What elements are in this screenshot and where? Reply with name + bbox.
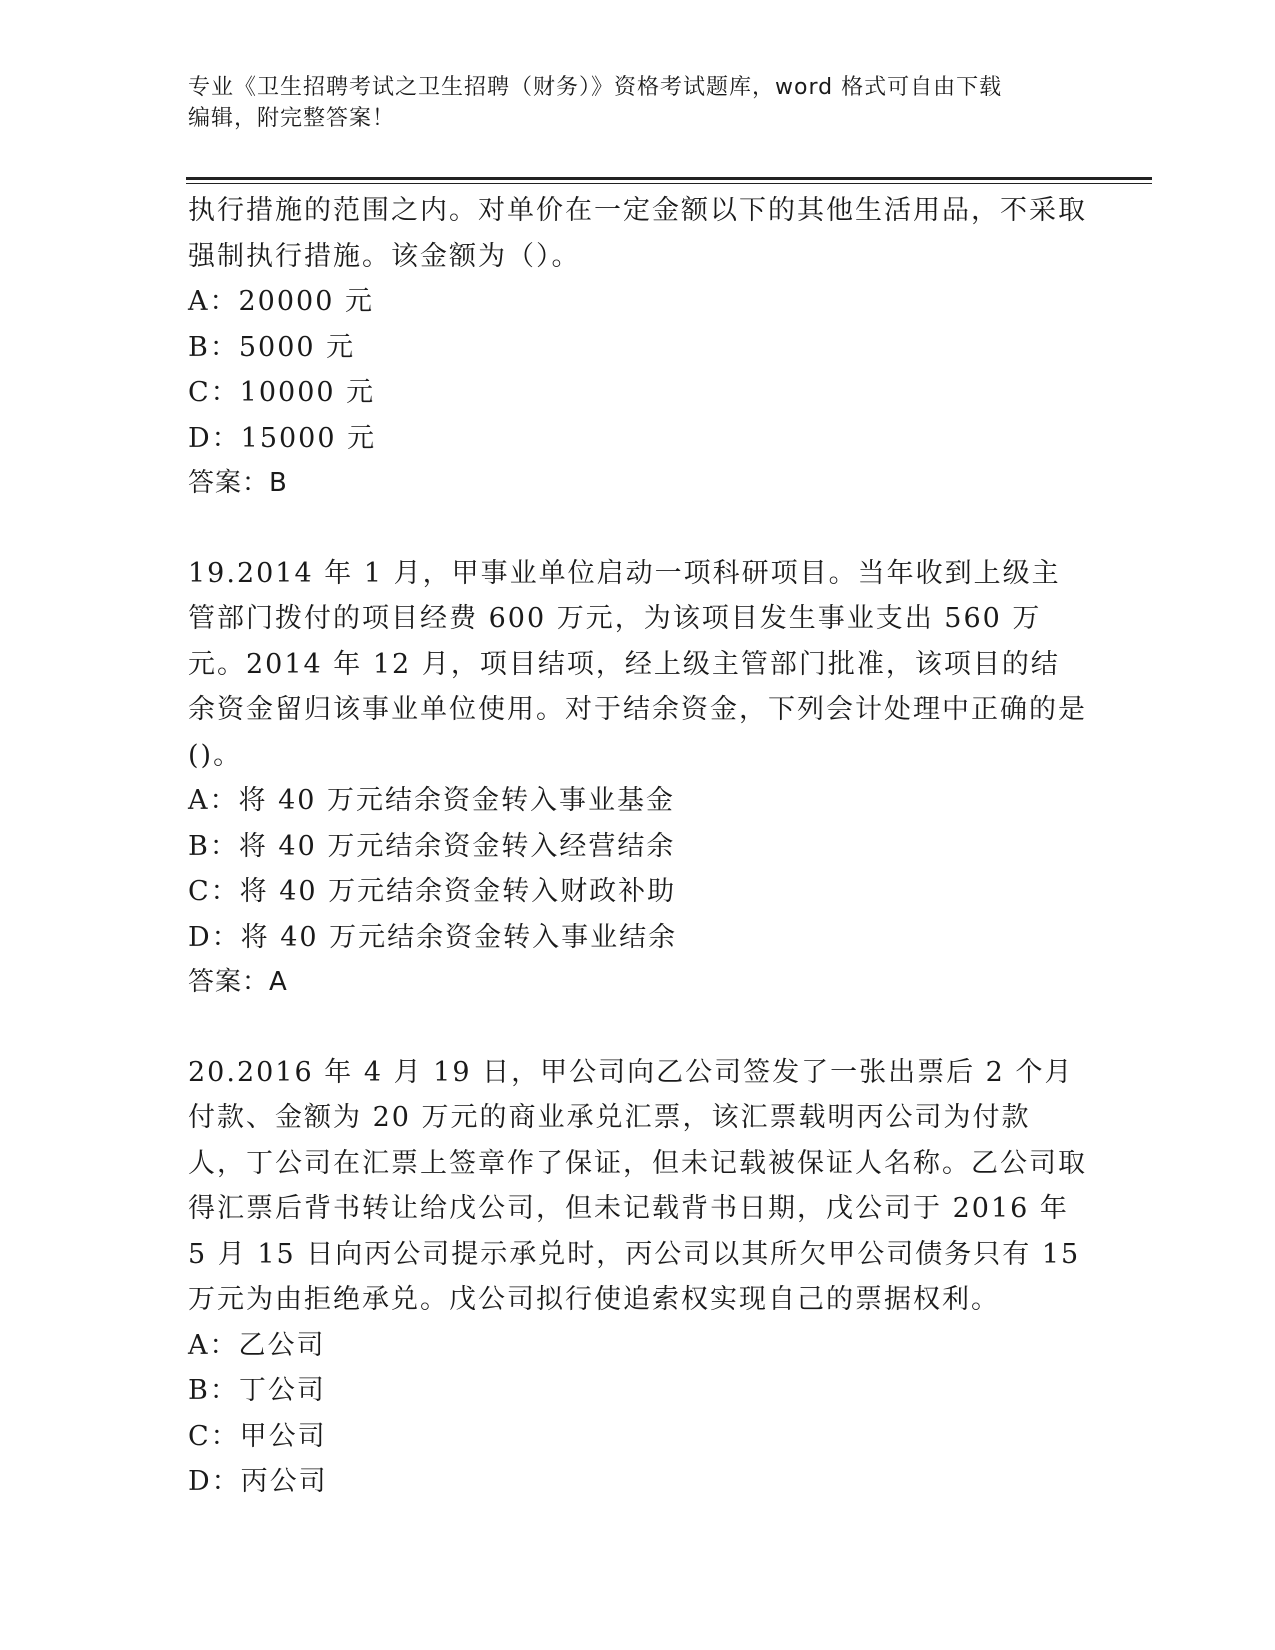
header-divider-thick <box>186 177 1152 180</box>
question-stem: 19.2014 年 1 月，甲事业单位启动一项科研项目。当年收到上级主管部门拨付的项目经费 600 万元，为该项目发生事业支出 560 万元。2014 年 12 月，项目结项，经上级主管部门批准，该项目的结余资金留归该事业单位使用。对于结余资金，下列会计处理中正确的是()。 <box>188 557 1087 771</box>
option-a: A：将 40 万元结余资金转入事业基金 <box>188 785 676 816</box>
option-b: B：5000 元 <box>188 331 356 363</box>
question-stem: 执行措施的范围之内。对单价在一定金额以下的其他生活用品，不采取强制执行措施。该金额为（）。 <box>188 195 1087 272</box>
question-block <box>188 1050 1088 1505</box>
header-title-line-2: 编辑，附完整答案！ <box>188 106 396 131</box>
option-c: C：甲公司 <box>188 1420 327 1452</box>
question-block <box>188 188 1088 507</box>
option-d: D：15000 元 <box>188 422 377 454</box>
question-stem: 20.2016 年 4 月 19 日，甲公司向乙公司签发了一张出票后 2 个月付款、金额为 20 万元的商业承兑汇票，该汇票载明丙公司为付款人，丁公司在汇票上签章作了保证，但未记载被保证人名称。乙公司取得汇票后背书转让给戊公司，但未记载背书日期，戊公司于 2016 年 5 月 15 日向丙公司提示承兑时，丙公司以其所欠甲公司债务只有 15 万元为由拒绝承兑。戊公司拟行使追索权实现自己的票据权利。 <box>188 1056 1087 1315</box>
answer-line: 答案：A <box>188 967 288 997</box>
option-c: C：10000 元 <box>188 377 376 408</box>
answer-line: 答案：B <box>188 468 288 498</box>
option-d: D：丙公司 <box>188 1466 328 1497</box>
question-list <box>188 188 1088 1505</box>
option-a: A：乙公司 <box>188 1329 326 1361</box>
question-block <box>188 551 1088 1006</box>
option-b: B：将 40 万元结余资金转入经营结余 <box>188 830 676 862</box>
option-b: B：丁公司 <box>188 1375 326 1406</box>
option-a: A：20000 元 <box>188 286 374 317</box>
header-title-line-1: 专业《卫生招聘考试之卫生招聘（财务）》资格考试题库，word 格式可自由下载 <box>188 75 1003 100</box>
header-divider-thin <box>186 183 1152 184</box>
document-header <box>188 72 1088 134</box>
option-d: D：将 40 万元结余资金转入事业结余 <box>188 921 678 953</box>
option-c: C：将 40 万元结余资金转入财政补助 <box>188 876 677 907</box>
